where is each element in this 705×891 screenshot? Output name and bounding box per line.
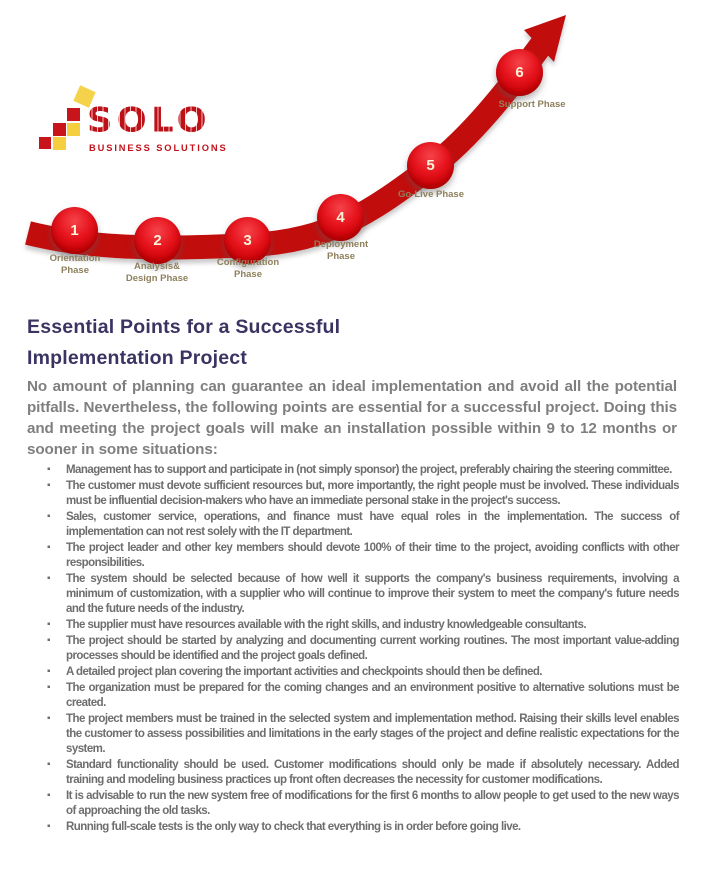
list-item: [46, 820, 679, 835]
list-item: [46, 681, 679, 711]
intro-paragraph: No amount of planning can guarantee an ideal implementation and avoid all the potential pitfalls. Nevertheless, the following points are essential for a successful project. Doing this and meeting the project goals will make an installation possible within 9 to 12 months or sooner in some situations:: [27, 378, 677, 458]
essential-points-list: [46, 463, 679, 836]
list-item-text: Running full-scale tests is the only way to check that everything is in order before going live.: [66, 821, 521, 833]
phase-circle-6: [496, 49, 543, 96]
list-item: [46, 634, 679, 664]
list-item-text: The system should be selected because of how well it supports the company's business requirements, involving a minimum of customization, with a supplier who will continue to improve their system to meet the company's future needs and the future needs of the industry.: [66, 573, 679, 615]
list-item-text: It is advisable to run the new system free of modifications for the first 6 months to allow people to get used to the new ways of approaching the old tasks.: [66, 790, 679, 817]
phase-label-deployment: Deployment Phase: [313, 239, 369, 262]
list-item-text: Standard functionality should be used. Customer modifications should only be made if absolutely necessary. Added training and modeling business practices up front often decreases the necessity for customer modifications.: [66, 759, 679, 786]
phase-number: 3: [243, 232, 252, 249]
bullet-square-icon: ▪: [47, 511, 51, 522]
phase-label-configuration: Configuration Phase: [216, 257, 280, 280]
logo-brand-text: SOLO: [87, 99, 211, 141]
list-item: [46, 463, 679, 478]
phase-label-analysis-design: Analysis& Design Phase: [125, 261, 189, 284]
bullet-square-icon: ▪: [47, 790, 51, 801]
list-item-text: The project leader and other key members should devote 100% of their time to the project, avoiding conflicts with other responsibilities.: [66, 542, 679, 569]
list-item-text: The project members must be trained in the selected system and implementation method. Raising their skills level enables the customer to assess possibilities and limitations in the early stages of the project and define realistic expectations for the system.: [66, 713, 679, 755]
phase-number: 5: [426, 157, 435, 174]
list-item: [46, 665, 679, 680]
bullet-square-icon: ▪: [47, 573, 51, 584]
list-item-text: Management has to support and participate in (not simply sponsor) the project, preferably chairing the steering committee.: [66, 464, 672, 476]
phase-circle-5: [407, 142, 454, 189]
bullet-square-icon: ▪: [47, 759, 51, 770]
bullet-square-icon: ▪: [47, 464, 51, 475]
list-item: [46, 510, 679, 540]
list-item: [46, 789, 679, 819]
phase-label-go-live: Go-Live Phase: [398, 189, 464, 200]
bullet-square-icon: ▪: [47, 713, 51, 724]
phase-circle-1: [51, 207, 98, 254]
list-item-text: The project should be started by analyzing and documenting current working routines. The most important value-adding processes should be identified and the project goals defined.: [66, 635, 679, 662]
bullet-square-icon: ▪: [47, 619, 51, 630]
page-title: [27, 312, 340, 374]
phase-number: 6: [515, 64, 524, 81]
phase-circle-4: [317, 194, 364, 241]
list-item-text: The supplier must have resources available with the right skills, and industry knowledgeable consultants.: [66, 619, 586, 631]
phase-label-orientation: Orientation Phase: [49, 253, 101, 276]
phase-number: 2: [153, 232, 162, 249]
list-item: [46, 618, 679, 633]
page-title-line2: Implementation Project: [27, 347, 248, 369]
list-item: [46, 758, 679, 788]
logo-block-icon: [39, 137, 51, 149]
bullet-square-icon: ▪: [47, 542, 51, 553]
bullet-square-icon: ▪: [47, 682, 51, 693]
list-item: [46, 479, 679, 509]
bullet-square-icon: ▪: [47, 635, 51, 646]
logo-block-icon: [67, 123, 80, 136]
logo-tagline: BUSINESS SOLUTIONS: [89, 143, 228, 153]
logo-block-icon: [53, 123, 66, 136]
list-item: [46, 572, 679, 617]
list-item-text: Sales, customer service, operations, and finance must have equal roles in the implementation. The success of implementation can not rest solely with the IT department.: [66, 511, 679, 538]
phase-label-support: Support Phase: [498, 99, 566, 110]
phase-circle-2: [134, 217, 181, 264]
list-item-text: A detailed project plan covering the important activities and checkpoints should then be defined.: [66, 666, 542, 678]
bullet-square-icon: ▪: [47, 821, 51, 832]
list-item-text: The customer must devote sufficient resources but, more importantly, the right people must be involved. These individuals must be influential decision-makers who have an immediate personal stake in the project's success.: [66, 480, 679, 507]
bullet-square-icon: ▪: [47, 666, 51, 677]
list-item: [46, 712, 679, 757]
logo-block-icon: [53, 137, 66, 150]
list-item: [46, 541, 679, 571]
bullet-square-icon: ▪: [47, 480, 51, 491]
logo-block-icon: [67, 108, 80, 121]
phase-number: 4: [336, 209, 345, 226]
page-title-line1: Essential Points for a Successful: [27, 316, 341, 338]
list-item-text: The organization must be prepared for the coming changes and an environment positive to alternative solutions must be created.: [66, 682, 679, 709]
phase-number: 1: [70, 222, 79, 239]
solo-logo: [39, 86, 228, 164]
